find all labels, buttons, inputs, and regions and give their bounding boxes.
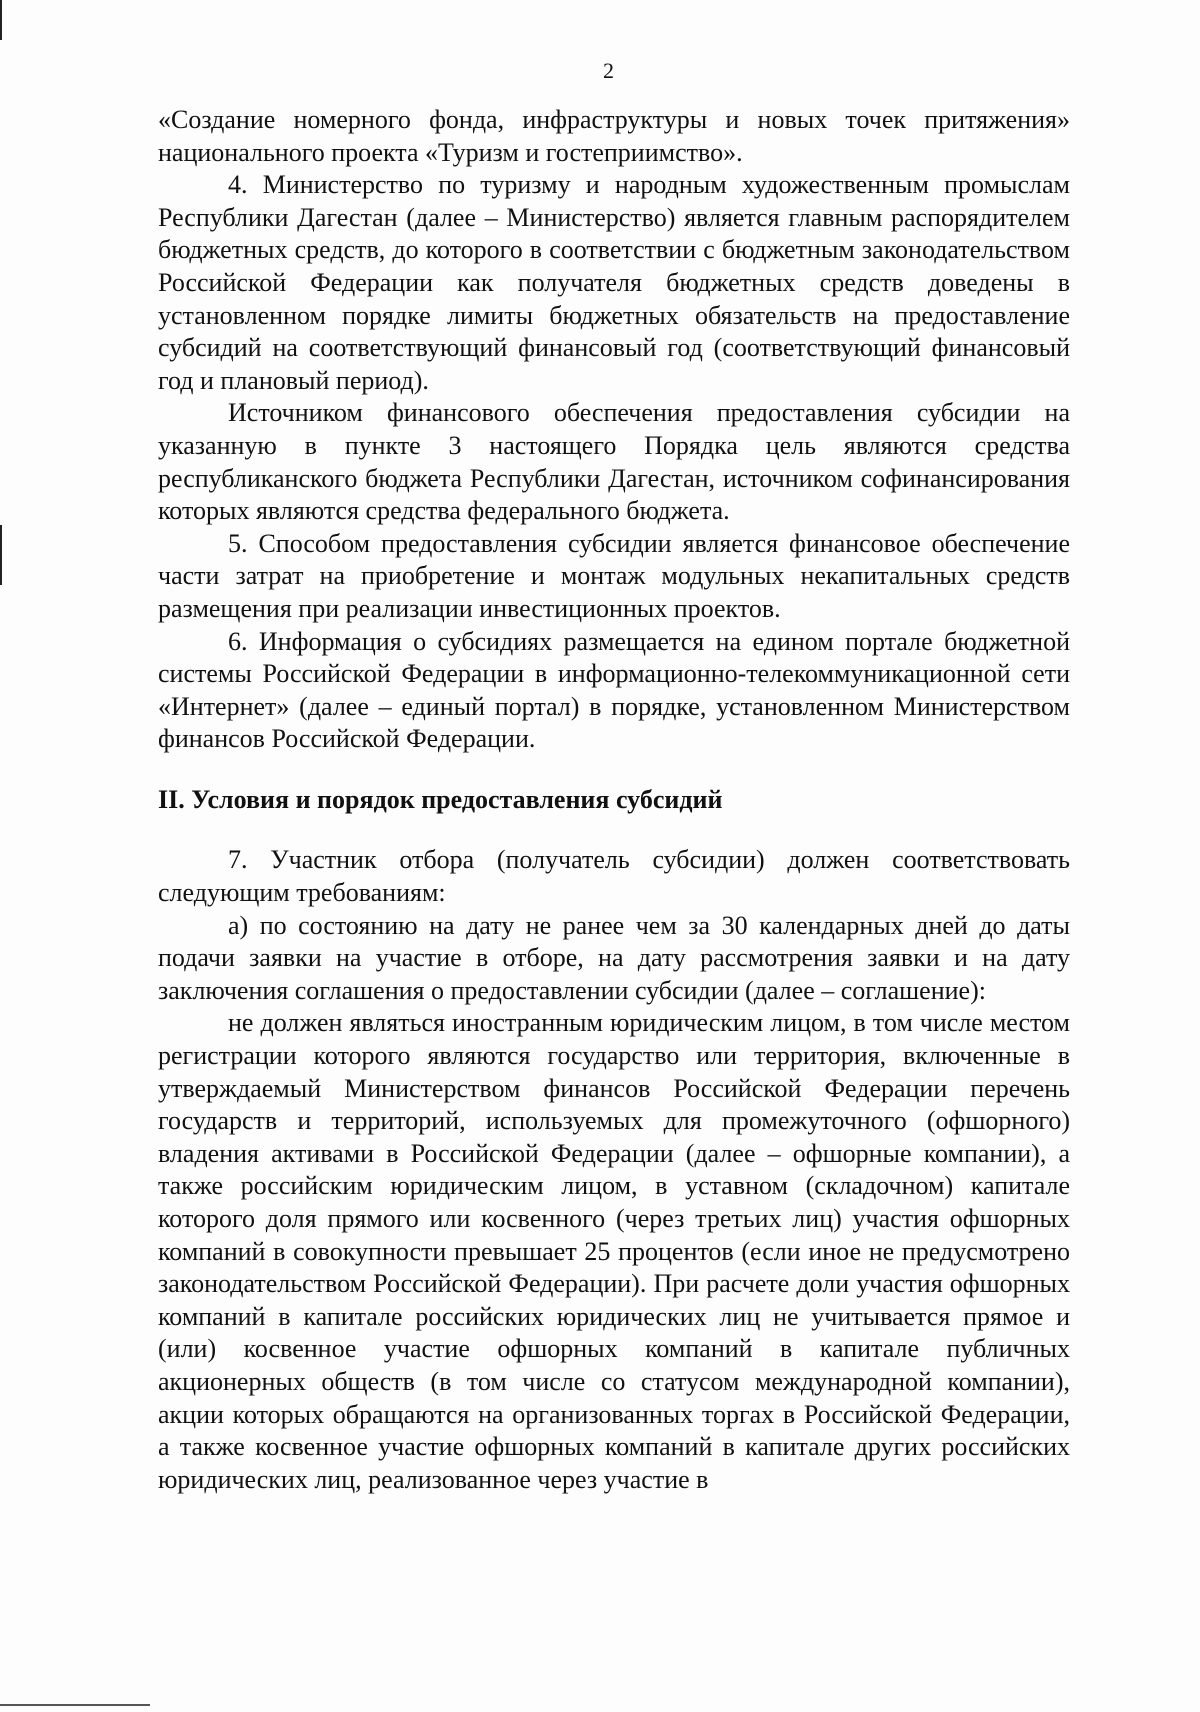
scan-edge-mark-top xyxy=(0,0,2,40)
scan-edge-mark-bottom xyxy=(0,1704,150,1706)
paragraph-continuation: «Создание номерного фонда, инфраструктуры и новых точек притяжения» национального проекта «Туризм и гостеприимство». xyxy=(158,105,1070,167)
paragraph-item-5: 5. Способом предоставления субсидии является финансовое обеспечение части затрат на приобретение и монтаж модульных некапитальных средств размещения при реализации инвестиционных проектов. xyxy=(158,528,1070,623)
page-number: 2 xyxy=(603,58,614,83)
paragraph-item-4: 4. Министерство по туризму и народным художественным промыслам Республики Дагестан (далее – Министерство) является главным распорядителем бюджетных средств, до которого в соответствии с бюджетным законодательством Российской Федерации как получателя бюджетных средств доведены в установленном порядке лимиты бюджетных обязательств на предоставление субсидий на соответствующий финансовый год (соответствующий финансовый год и плановый период). xyxy=(158,170,1070,395)
section-heading: II. Условия и порядок предоставления субсидий xyxy=(158,784,723,814)
paragraph-subitem-a: а) по состоянию на дату не ранее чем за 30 календарных дней до даты подачи заявки на участие в отборе, на дату рассмотрения заявки и на дату заключения соглашения о предоставлении субсидии (далее – соглашение): xyxy=(158,910,1070,1005)
paragraph-item-6: 6. Информация о субсидиях размещается на едином портале бюджетной системы Российской Федерации в информационно-телекоммуникационной сети «Интернет» (далее – единый портал) в порядке, установленном Министерством финансов Российской Федерации. xyxy=(158,626,1070,754)
scan-edge-mark-left xyxy=(0,525,2,585)
paragraph-offshore-requirement: не должен являться иностранным юридическим лицом, в том числе местом регистрации которого являются государство или территория, включенные в утверждаемый Министерством финансов Российской Федерации перечень государств и территорий, используемых для промежуточного (офшорного) владения активами в Российской Федерации (далее – офшорные компании), а также российским юридическим лицом, в уставном (складочном) капитале которого доля прямого или косвенного (через третьих лиц) участия офшорных компаний в совокупности превышает 25 процентов (если иное не предусмотрено законодательством Российской Федерации). При расчете доли участия офшорных компаний в капитале российских юридических лиц не учитывается прямое и (или) косвенное участие офшорных компаний в капитале публичных акционерных обществ (в том числе со статусом международной компании), акции которых обращаются на организованных торгах в Российской Федерации, а также косвенное участие офшорных компаний в капитале других российских юридических лиц, реализованное через участие в xyxy=(158,1008,1070,1494)
paragraph-funding-source: Источником финансового обеспечения предоставления субсидии на указанную в пункте 3 настоящего Порядка цель являются средства республиканского бюджета Республики Дагестан, источником софинансирования которых являются средства федерального бюджета. xyxy=(158,398,1070,526)
paragraph-item-7: 7. Участник отбора (получатель субсидии) должен соответствовать следующим требованиям: xyxy=(158,845,1070,908)
document-body xyxy=(158,104,1070,1496)
